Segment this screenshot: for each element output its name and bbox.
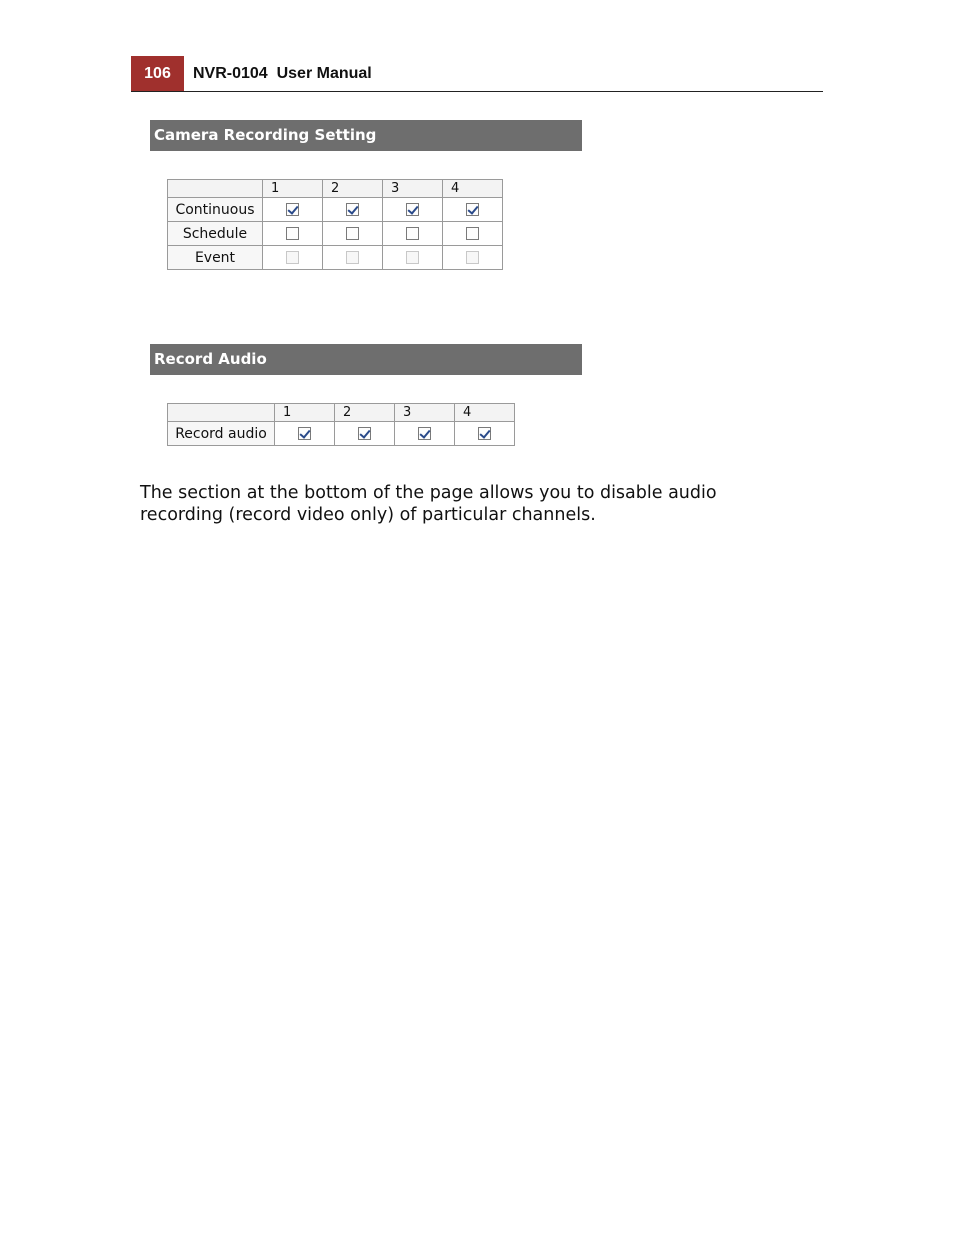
record-audio-checkbox-3[interactable] bbox=[418, 427, 431, 440]
column-header-2: 2 bbox=[323, 180, 383, 198]
table-corner-cell bbox=[168, 180, 263, 198]
record-audio-checkbox-1[interactable] bbox=[298, 427, 311, 440]
table-row bbox=[168, 422, 515, 446]
event-checkbox-1 bbox=[286, 251, 299, 264]
column-header-4: 4 bbox=[443, 180, 503, 198]
page-number: 106 bbox=[131, 56, 184, 91]
record-audio-checkbox-4[interactable] bbox=[478, 427, 491, 440]
row-label-record-audio: Record audio bbox=[168, 422, 275, 446]
record-audio-table bbox=[167, 403, 515, 446]
row-label-event: Event bbox=[168, 246, 263, 270]
continuous-checkbox-3[interactable] bbox=[406, 203, 419, 216]
row-label-continuous: Continuous bbox=[168, 198, 263, 222]
event-checkbox-3 bbox=[406, 251, 419, 264]
schedule-checkbox-1[interactable] bbox=[286, 227, 299, 240]
schedule-checkbox-3[interactable] bbox=[406, 227, 419, 240]
table-row bbox=[168, 198, 503, 222]
row-label-schedule: Schedule bbox=[168, 222, 263, 246]
column-header-3: 3 bbox=[383, 180, 443, 198]
column-header-4: 4 bbox=[455, 404, 515, 422]
manual-title: NVR-0104 User Manual bbox=[193, 65, 372, 82]
event-checkbox-4 bbox=[466, 251, 479, 264]
continuous-checkbox-2[interactable] bbox=[346, 203, 359, 216]
continuous-checkbox-4[interactable] bbox=[466, 203, 479, 216]
table-header-row bbox=[168, 404, 515, 422]
continuous-checkbox-1[interactable] bbox=[286, 203, 299, 216]
schedule-checkbox-2[interactable] bbox=[346, 227, 359, 240]
column-header-2: 2 bbox=[335, 404, 395, 422]
camera-recording-section-title: Camera Recording Setting bbox=[150, 120, 582, 151]
table-row bbox=[168, 246, 503, 270]
event-checkbox-2 bbox=[346, 251, 359, 264]
column-header-3: 3 bbox=[395, 404, 455, 422]
camera-recording-table bbox=[167, 179, 503, 270]
body-paragraph: The section at the bottom of the page allows you to disable audio recording (record video only) of particular channels. bbox=[140, 483, 717, 525]
record-audio-checkbox-2[interactable] bbox=[358, 427, 371, 440]
table-row bbox=[168, 222, 503, 246]
column-header-1: 1 bbox=[275, 404, 335, 422]
table-header-row bbox=[168, 180, 503, 198]
record-audio-section-title: Record Audio bbox=[150, 344, 582, 375]
table-corner-cell bbox=[168, 404, 275, 422]
page-header bbox=[131, 56, 823, 92]
column-header-1: 1 bbox=[263, 180, 323, 198]
schedule-checkbox-4[interactable] bbox=[466, 227, 479, 240]
